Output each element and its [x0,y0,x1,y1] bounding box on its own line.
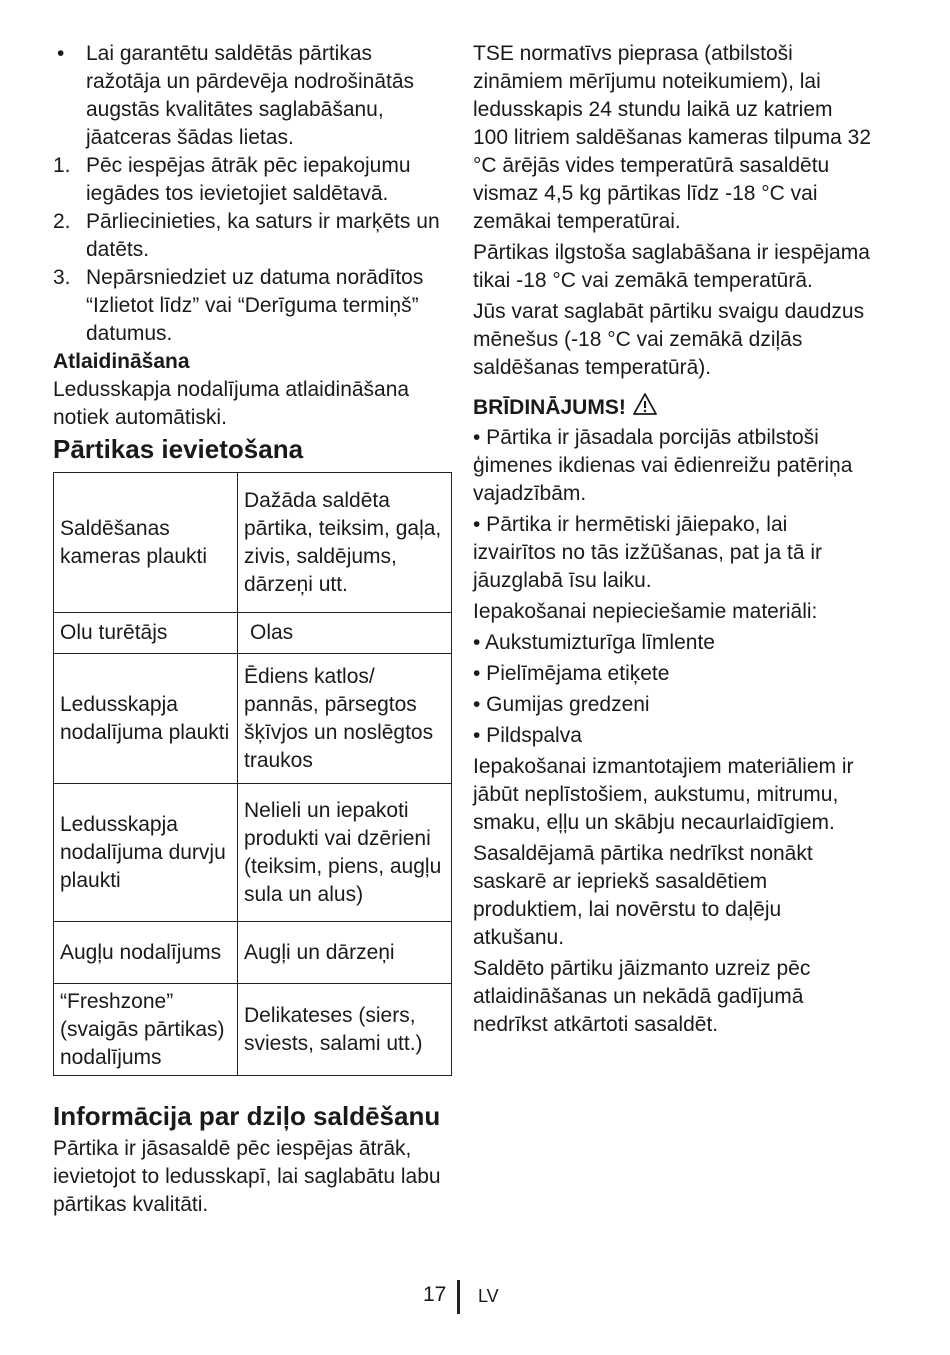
warning-label: BRĪDINĀJUMS! [473,396,626,419]
deepfreeze-text: Pārtika ir jāsasaldē pēc iespējas ātrāk, ievietojot to ledusskapī, lai saglabātu labu pārtikas kvalitāti. [53,1137,441,1216]
table-cell-place: Saldēšanas kameras plaukti [54,473,238,613]
paragraph: Saldēto pārtiku jāizmanto uzreiz pēc atlaidināšanas un nekādā gadījumā nedrīkst atkārtoti sasaldēt. [473,957,811,1036]
table-cell-place: Augļu nodalījums [54,922,238,984]
table-cell-items: Augļi un dārzeņi [238,922,452,984]
list-number: 3. [53,266,71,289]
right-column [473,40,873,1042]
food-placement-table [53,472,452,1076]
table-cell-items: Dažāda saldēta pārtika, teiksim, gaļa, zivis, saldējums, dārzeņi utt. [238,473,452,613]
defrost-text: Ledusskapja nodalījuma atlaidināšana notiek automātiski. [53,378,410,429]
materials-list [473,629,873,750]
table-cell-place: Ledusskapja nodalījuma plaukti [54,654,238,784]
warning-heading [473,392,873,424]
list-item: • Gumijas gredzeni [473,693,650,716]
deepfreeze-heading: Informācija par dziļo saldēšanu [53,1101,441,1131]
page-footer [0,1280,950,1316]
list-number: 2. [53,210,71,233]
intro-list [53,40,451,348]
placement-heading: Pārtikas ievietošana [53,434,304,464]
warning-item: • Pārtika ir jāsadala porcijās atbilstoši ģimenes ikdienas vai ēdienreižu patēriņa vajadzībām. [473,426,853,505]
table-row [54,784,452,922]
list-item [53,40,451,152]
list-item-text: Nepārsniedziet uz datuma norādītos “Izlietot līdz” vai “Derīguma termiņš” datumus. [86,266,424,345]
list-item [53,208,451,264]
table-row [54,654,452,784]
footer-divider [457,1280,460,1314]
language-code: LV [478,1286,499,1306]
warning-triangle-icon [632,392,658,424]
table-row [54,473,452,613]
list-item [53,264,451,348]
table-cell-place: “Freshzone” (svaigās pārtikas) nodalījums [54,984,238,1076]
warning-item: • Pārtika ir hermētiski jāiepako, lai izvairītos no tās izžūšanas, pat ja tā ir jāuzglabā īsu laiku. [473,513,822,592]
list-item: • Pildspalva [473,724,582,747]
list-item-text: Pārliecinieties, ka saturs ir marķēts un datēts. [86,210,440,261]
paragraph: Pārtikas ilgstoša saglabāšana ir iespējama tikai -18 °C vai zemākā temperatūrā. [473,241,870,292]
list-number: 1. [53,154,71,177]
paragraph: Sasaldējamā pārtika nedrīkst nonākt saskarē ar iepriekš sasaldētiem produktiem, lai novērstu to daļēju atkušanu. [473,842,813,949]
bullet-marker: • [57,42,65,65]
paragraph: Iepakošanai izmantotajiem materiāliem ir jābūt neplīstošiem, aukstumu, mitrumu, smaku, eļļu un skābju necaurlaidīgiem. [473,755,854,834]
list-item: • Pielīmējama etiķete [473,662,670,685]
table-cell-items: Nelieli un iepakoti produkti vai dzērieni (teiksim, piens, augļu sula un alus) [238,784,452,922]
left-column [53,40,451,1222]
list-item [53,152,451,208]
table-cell-place: Olu turētājs [54,613,238,654]
paragraph: TSE normatīvs pieprasa (atbilstoši zināmiem mērījumu noteikumiem), lai ledusskapis 24 stundu laikā uz katriem 100 litriem saldēšanas kameras tilpuma 32 °C ārējās vides temperatūrā sasaldētu vismaz 4,5 kg pārtikas līdz -18 °C vai zemākai temperatūrai. [473,42,872,233]
list-item-text: Pēc iespējas ātrāk pēc iepakojumu iegādes tos ievietojiet saldētavā. [86,154,411,205]
table-cell-place: Ledusskapja nodalījuma durvju plaukti [54,784,238,922]
table-row [54,984,452,1076]
table-cell-items: Delikateses (siers, sviests, salami utt.) [238,984,452,1076]
list-item: • Aukstumizturīga līmlente [473,631,715,654]
table-row [54,613,452,654]
paragraph: Jūs varat saglabāt pārtiku svaigu daudzus mēnešus (-18 °C vai zemākā dziļās saldēšanas temperatūrā). [473,300,865,379]
page-number: 17 [423,1283,447,1306]
table-row [54,922,452,984]
table-cell-items: Ēdiens katlos/ pannās, pārsegtos šķīvjos un noslēgtos traukos [238,654,452,784]
table-cell-items: Olas [238,613,452,654]
list-item-text: Lai garantētu saldētās pārtikas ražotāja un pārdevēja nodrošinātās augstās kvalitātes saglabāšanu, jāatceras šādas lietas. [86,42,415,149]
defrost-heading: Atlaidināšana [53,350,190,373]
materials-intro: Iepakošanai nepieciešamie materiāli: [473,600,818,623]
